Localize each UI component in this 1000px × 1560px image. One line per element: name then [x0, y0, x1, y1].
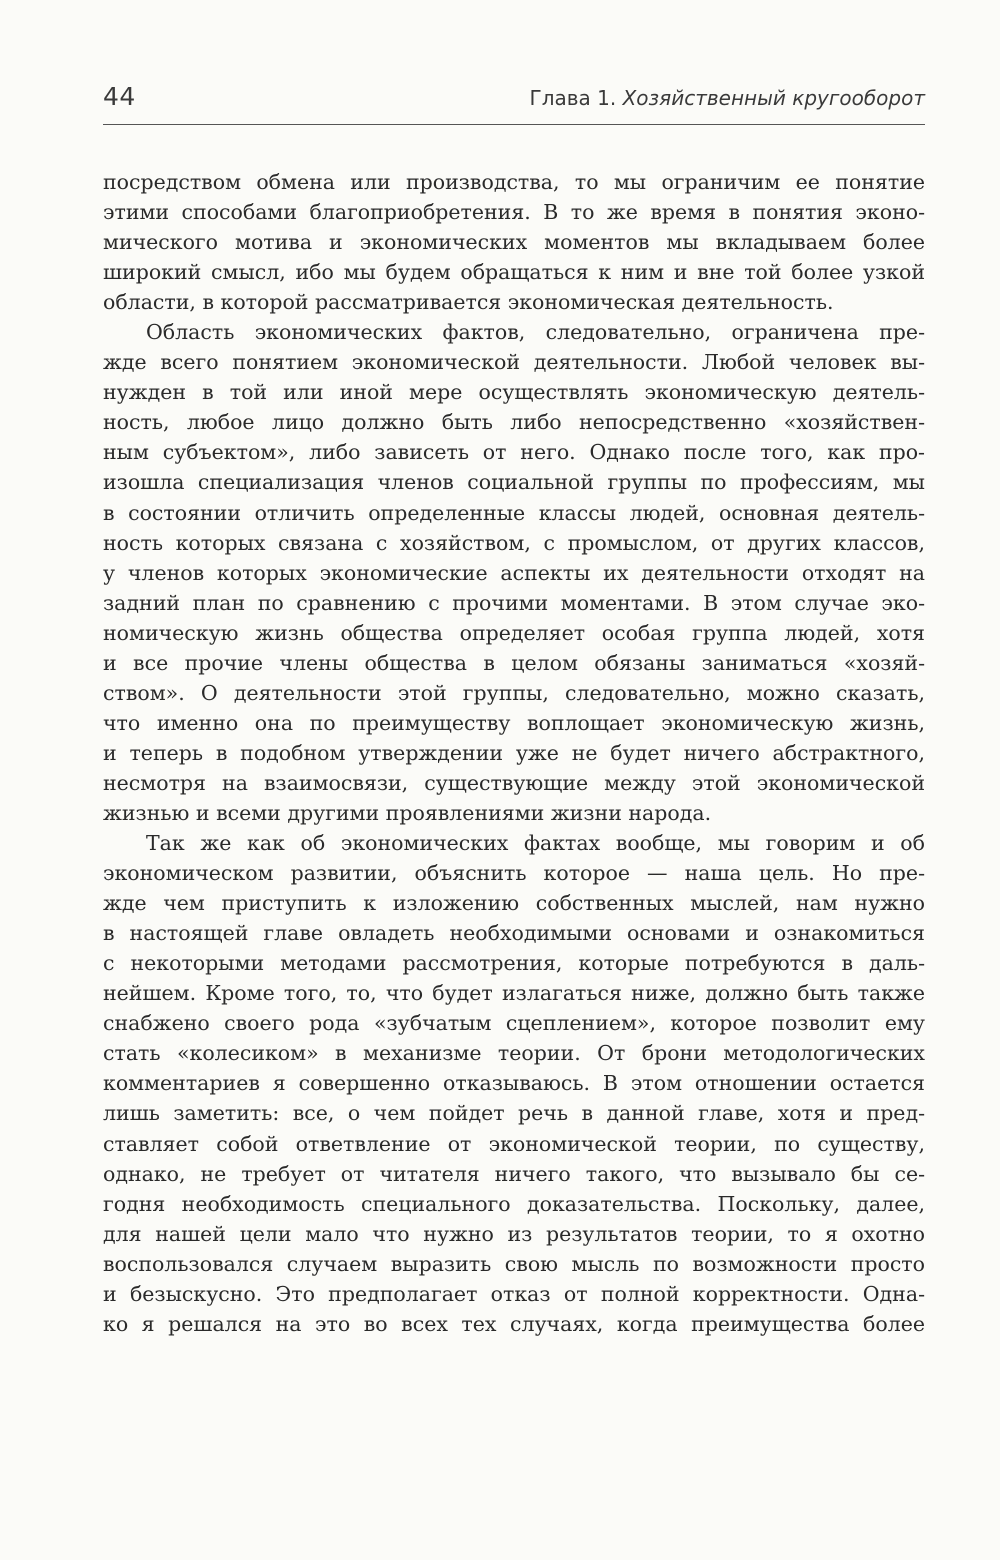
text-line: с некоторыми методами рассмотрения, которые потребуются в даль- — [103, 951, 925, 976]
text-line: задний план по сравнению с прочими моментами. В этом случае эко- — [103, 590, 925, 615]
text-line: ность которых связана с хозяйством, с промыслом, от других классов, — [103, 530, 925, 555]
text-line: жде чем приступить к изложению собственных мыслей, нам нужно — [103, 891, 925, 916]
text-line: в настоящей главе овладеть необходимыми основами и ознакомиться — [103, 921, 925, 946]
text-line: несмотря на взаимосвязи, существующие между этой экономической — [103, 770, 925, 795]
text-line: экономическом развитии, объяснить которое — наша цель. Но пре- — [103, 861, 925, 886]
text-line: и теперь в подобном утверждении уже не будет ничего абстрактного, — [103, 740, 925, 765]
text-line: этими способами благоприобретения. В то же время в понятия эконо- — [103, 200, 925, 225]
running-header — [103, 78, 925, 125]
paragraph — [103, 828, 925, 1339]
text-line: Область экономических фактов, следовательно, ограничена пре- — [146, 320, 925, 345]
chapter-title: Хозяйственный кругооборот — [622, 86, 925, 110]
text-line: у членов которых экономические аспекты их деятельности отходят на — [103, 560, 925, 585]
body-text — [103, 167, 925, 1339]
running-head — [530, 86, 925, 110]
text-line: области, в которой рассматривается экономическая деятельность. — [103, 290, 834, 315]
text-line: что именно она по преимуществу воплощает экономическую жизнь, — [103, 710, 925, 735]
text-line: ством». О деятельности этой группы, следовательно, можно сказать, — [103, 680, 925, 705]
text-line: и все прочие члены общества в целом обязаны заниматься «хозяй- — [103, 650, 925, 675]
text-line: ставляет собой ответвление от экономической теории, по существу, — [103, 1131, 925, 1156]
text-line: жде всего понятием экономической деятельности. Любой человек вы- — [103, 350, 925, 375]
page-number: 44 — [103, 82, 136, 111]
text-line: жизнью и всеми другими проявлениями жизни народа. — [103, 800, 712, 825]
paragraph — [103, 167, 925, 317]
text-line: ность, любое лицо должно быть либо непосредственно «хозяйствен- — [103, 410, 925, 435]
text-line: нейшем. Кроме того, то, что будет излагаться ниже, должно быть также — [103, 981, 925, 1006]
text-line: в состоянии отличить определенные классы людей, основная деятель- — [103, 500, 925, 525]
text-line: номическую жизнь общества определяет особая группа людей, хотя — [103, 620, 925, 645]
text-line: мического мотива и экономических моментов мы вкладываем более — [103, 230, 925, 255]
text-line: стать «колесиком» в механизме теории. От брони методологических — [103, 1041, 925, 1066]
paragraph — [103, 317, 925, 828]
text-line: ным субъектом», либо зависеть от него. Однако после того, как про- — [103, 440, 925, 465]
text-line: комментариев я совершенно отказываюсь. В этом отношении остается — [103, 1071, 925, 1096]
text-line: ко я решался на это во всех тех случаях, когда преимущества более — [103, 1311, 925, 1336]
text-line: изошла специализация членов социальной группы по профессиям, мы — [103, 470, 925, 495]
text-line: лишь заметить: все, о чем пойдет речь в данной главе, хотя и пред- — [103, 1101, 925, 1126]
text-line: и безыскусно. Это предполагает отказ от полной корректности. Одна- — [103, 1281, 925, 1306]
chapter-label: Глава 1. — [529, 86, 617, 110]
text-line: годня необходимость специального доказательства. Поскольку, далее, — [103, 1191, 925, 1216]
text-line: для нашей цели мало что нужно из результатов теории, то я охотно — [103, 1221, 925, 1246]
text-line: Так же как об экономических фактах вообще, мы говорим и об — [146, 831, 925, 856]
text-line: воспользовался случаем выразить свою мысль по возможности просто — [103, 1251, 925, 1276]
text-line: посредством обмена или производства, то мы ограничим ее понятие — [103, 170, 925, 194]
text-line: однако, не требует от читателя ничего такого, что вызывало бы се- — [103, 1161, 925, 1186]
text-line: снабжено своего рода «зубчатым сцеплением», которое позволит ему — [103, 1011, 925, 1036]
text-line: нужден в той или иной мере осуществлять экономическую деятель- — [103, 380, 925, 405]
text-line: широкий смысл, ибо мы будем обращаться к ним и вне той более узкой — [103, 260, 925, 285]
